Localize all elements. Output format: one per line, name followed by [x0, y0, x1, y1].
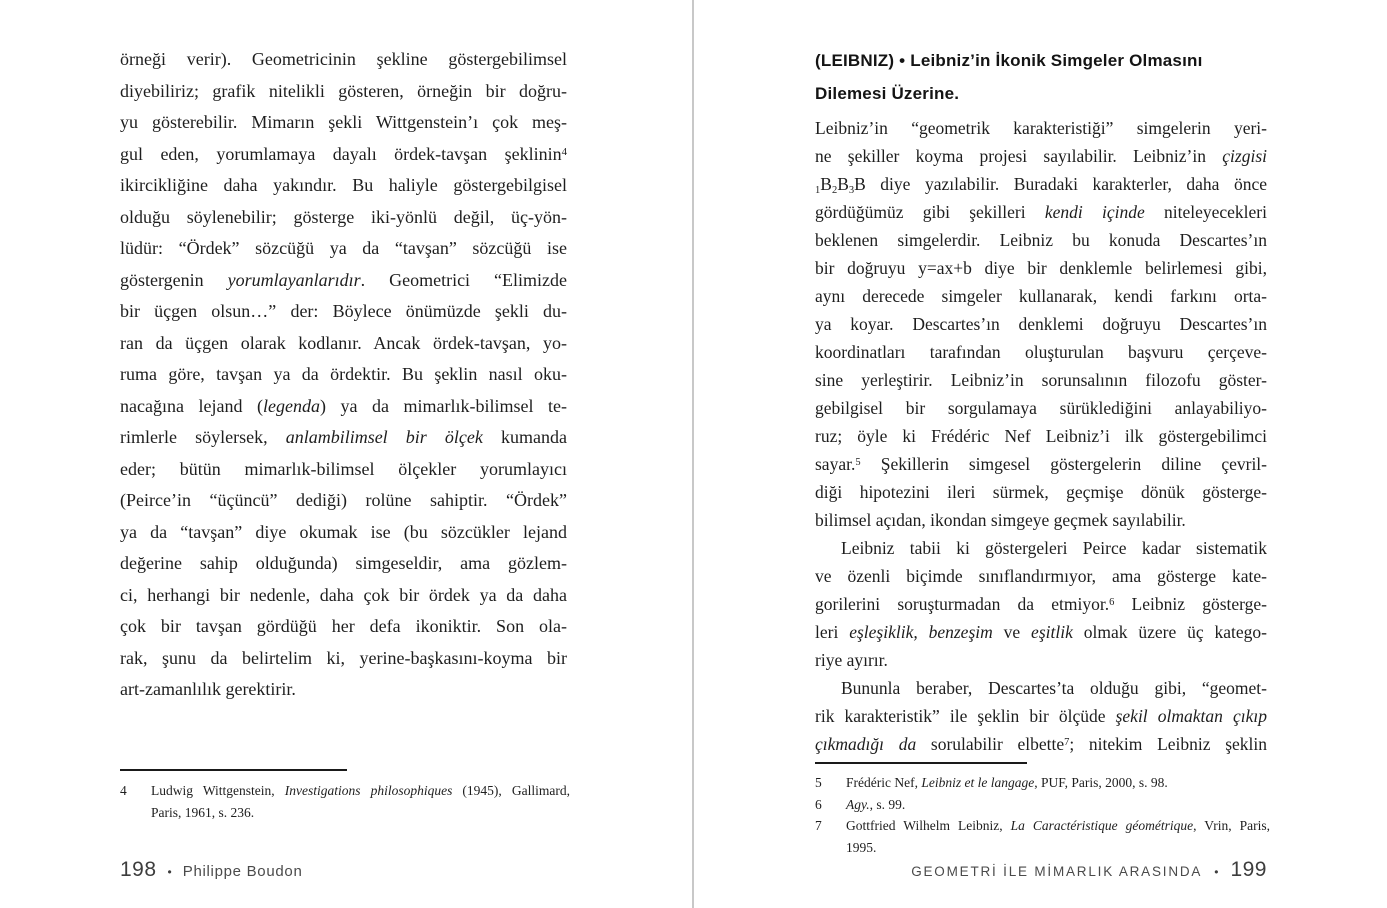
text-line: art-zamanlılık gerektirir. — [120, 679, 296, 699]
footnote — [815, 815, 1270, 858]
footnote-number: 5 — [815, 775, 822, 790]
right-page-footer — [911, 858, 1267, 882]
text-line: ya koyar. Descartes’ın denklemi doğruyu Descartes’ın — [815, 314, 1267, 334]
text-line: bir üçgen olsun…” der: Böylece önümüzde şekli du- — [120, 301, 567, 321]
footnote-number: 6 — [815, 796, 822, 812]
text-line: çok bir tavşan gördüğü her defa ikoniktir. Son ola- — [120, 616, 567, 636]
text-line: çıkmadığı da sorulabilir elbette$^7$; nitekim Leibniz şeklin — [815, 734, 1267, 754]
text-line: nacağına lejand (legenda) ya da mimarlık-bilimsel te- — [120, 395, 567, 416]
right-body-text — [815, 114, 1267, 758]
text-line: $_1B_2B_3B$ diye yazılabilir. Buradaki karakterler, daha önce — [815, 174, 1267, 196]
right-footnote-block — [815, 762, 1270, 858]
text-line: Leibniz’in “geometrik karakteristiği” simgelerin yeri- — [815, 118, 1267, 138]
text-line: aynı derecede simgeler kullanarak, kendi farkını orta- — [815, 286, 1267, 306]
text-line: diği hipotezini ileri sürmek, geçmişe dönük gösterge- — [815, 482, 1267, 502]
footnote-text: Ludwig Wittgenstein, Investigations philosophiques (1945), Gallimard, Paris, 1961, s. 236. — [151, 783, 570, 820]
text-line: sine yerleştirir. Leibniz’in sorunsalının filozofu göster- — [815, 370, 1267, 390]
text-line: gebilgisel bir sorgulamaya sürüklediğini anlayabiliyo- — [815, 398, 1267, 418]
footer-bullet-icon: • — [1214, 865, 1219, 879]
text-line: olduğu söylenebilir; gösterge iki-yönlü değil, üç-yön- — [120, 206, 567, 227]
text-line: koordinatları tarafından oluşturulan başvuru çerçeve- — [815, 342, 1267, 362]
text-line: (Peirce’in “üçüncü” dediği) rolüne sahiptir. “Ördek” — [120, 490, 567, 510]
page-number: 199 — [1230, 858, 1267, 881]
text-line: ya da “tavşan” diye okumak ise (bu sözcükler lejand — [120, 521, 567, 542]
text-line: bilimsel açıdan, ikondan simgeye geçmek sayılabilir. — [815, 510, 1186, 530]
text-line: rak, şunu da belirtelim ki, yerine-başkasını-koyma bir — [120, 647, 567, 668]
footnote — [120, 780, 570, 823]
footnote — [815, 794, 1270, 816]
text-line: gördüğümüz gibi şekilleri kendi içinde niteleyecekleri — [815, 202, 1267, 222]
section-heading — [815, 44, 1267, 110]
text-line: sayar.$^5$ Şekillerin simgesel göstergelerin diline çevril- — [815, 454, 1267, 474]
left-footnote-list — [120, 780, 570, 823]
text-line: (LEIBNIZ) • Leibniz’in İkonik Simgeler Olmasını — [815, 51, 1203, 70]
text-line: leri eşleşiklik, benzeşim ve eşitlik olmak üzere üç katego- — [815, 622, 1267, 642]
text-line: ran da üçgen olarak kodlanır. Ancak ördek-tavşan, yo- — [120, 332, 567, 353]
right-footnote-list — [815, 772, 1270, 858]
text-line: göstergenin yorumlayanlarıdır. Geometrici “Elimizde — [120, 269, 567, 290]
left-page-footer — [120, 858, 303, 882]
text-line: rik karakteristik” ile şeklin bir ölçüde şekil olmaktan çıkıp — [815, 706, 1267, 726]
text-line: ve özenli biçimde sınıflandırmıyor, ama gösterge kate- — [815, 566, 1267, 586]
text-line: Leibniz tabii ki göstergeleri Peirce kadar sistematik — [841, 538, 1267, 558]
left-body-text — [120, 44, 567, 706]
text-line: lüdür: “Ördek” sözcüğü ya da “tavşan” sözcüğü ise — [120, 238, 567, 258]
text-line: bir doğruyu y=ax+b diye bir denklemle belirlemesi gibi, — [815, 258, 1267, 278]
text-line: örneği verir). Geometricinin şekline göstergebilimsel — [120, 49, 567, 69]
text-line: ruma göre, tavşan ya da ördektir. Bu şeklin nasıl oku- — [120, 364, 567, 384]
text-line: Dilemesi Üzerine. — [815, 84, 960, 103]
footnote-text: Frédéric Nef, Leibniz et le langage, PUF, Paris, 2000, s. 98. — [846, 775, 1168, 790]
text-line: eder; bütün mimarlık-bilimsel ölçekler yorumlayıcı — [120, 458, 567, 479]
text-line: gorilerini soruşturmadan da etmiyor.$^6$ Leibniz gösterge- — [815, 594, 1267, 614]
page-number: 198 — [120, 858, 157, 881]
text-line: ci, herhangi bir nedenle, daha çok bir ördek ya da daha — [120, 584, 567, 605]
text-line: ruz; öyle ki Frédéric Nef Leibniz’i ilk göstergebilimci — [815, 426, 1267, 446]
author-name: Philippe Boudon — [182, 863, 303, 880]
text-line: gul eden, yorumlamaya dayalı ördek-tavşan şeklinin$^4$ — [120, 143, 567, 164]
text-line: ne şekiller koyma projesi sayılabilir. Leibniz’in çizgisi — [815, 146, 1267, 166]
footnote-number: 7 — [815, 818, 822, 833]
footer-bullet-icon: • — [167, 865, 172, 879]
text-line: değerine sahip olduğunda) simgeseldir, ama gözlem- — [120, 553, 567, 573]
footnote — [815, 772, 1270, 794]
footnote-text: Agy., s. 99. — [846, 796, 906, 812]
text-line: rimlerle söylersek, anlambilimsel bir ölçek kumanda — [120, 427, 567, 447]
footnote-rule — [815, 762, 1027, 764]
page-gutter-divider — [692, 0, 694, 908]
text-line: riye ayırır. — [815, 650, 888, 670]
text-line: Bununla beraber, Descartes’ta olduğu gibi, “geomet- — [841, 678, 1267, 698]
running-head: GEOMETRİ İLE MİMARLIK ARASINDA — [911, 864, 1203, 879]
text-line: ikircikliğine daha yakındır. Bu haliyle göstergebilgisel — [120, 175, 567, 195]
left-footnote-block — [120, 769, 570, 823]
text-line: yu gösterebilir. Mimarın şekli Wittgenstein’ı çok meş- — [120, 112, 567, 132]
footnote-text: Gottfried Wilhelm Leibniz, La Caractéristique géométrique, Vrin, Paris, 1995. — [846, 818, 1270, 855]
text-line: diyebiliriz; grafik nitelikli gösteren, örneğin bir doğru- — [120, 80, 567, 101]
footnote-rule — [120, 769, 347, 771]
footnote-number: 4 — [120, 783, 127, 798]
text-line: beklenen simgelerdir. Leibniz bu konuda Descartes’ın — [815, 230, 1267, 250]
